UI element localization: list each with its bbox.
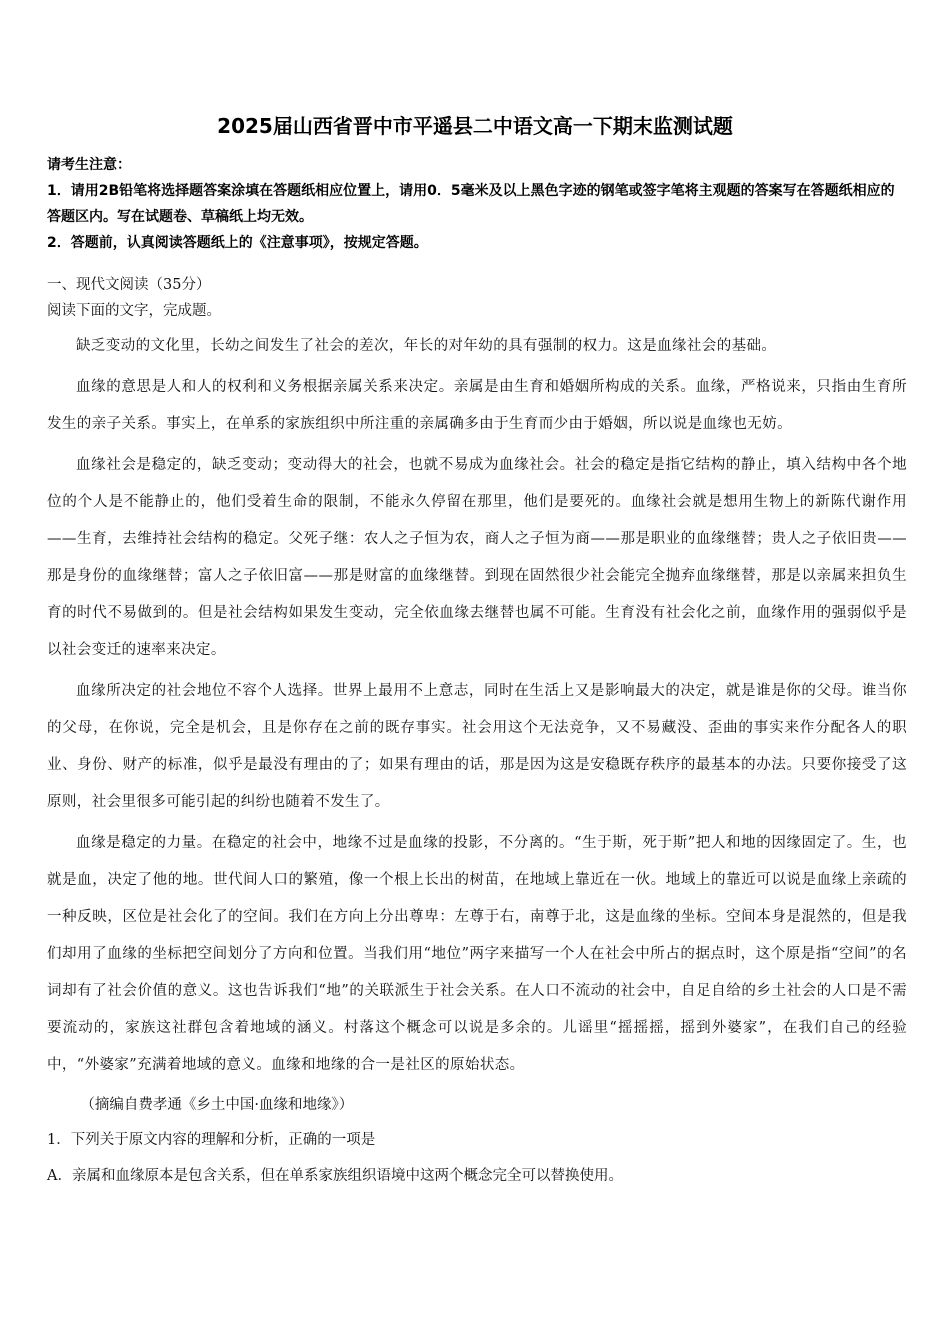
passage-paragraph-2: 血缘的意思是人和人的权利和义务根据亲属关系来决定。亲属是由生育和婚姻所构成的关系。血缘，严格说来，只指由生育所发生的亲子关系。事实上，在单系的家族组织中所注重的亲属确多由于生育而少由于婚姻，所以说是血缘也无妨。 [47,379,907,432]
passage-paragraph-3: 血缘社会是稳定的，缺乏变动；变动得大的社会，也就不易成为血缘社会。社会的稳定是指它结构的静止，填入结构中各个地位的个人是不能静止的，他们受着生命的限制，不能永久停留在那里，他们是要死的。血缘社会就是想用生物上的新陈代谢作用——生育，去维持社会结构的稳定。父死子继：农人之子恒为农，商人之子恒为商——那是职业的血缘继替；贵人之子依旧贵——那是身份的血缘继替；富人之子依旧富——那是财富的血缘继替。到现在固然很少社会能完全抛弃血缘继替，那是以亲属来担负生育的时代不易做到的。但是社会结构如果发生变动，完全依血缘去继替也属不可能。生育没有社会化之前，血缘作用的强弱似乎是以社会变迁的速率来决定。 [47,457,907,658]
reading-section [47,272,907,1194]
passage-paragraph-1: 缺乏变动的文化里，长幼之间发生了社会的差次，年长的对年幼的具有强制的权力。这是血缘社会的基础。 [76,338,777,354]
notice-heading: 请考生注意： [47,157,131,173]
passage-paragraph-4: 血缘所决定的社会地位不容个人选择。世界上最用不上意志，同时在生活上又是影响最大的决定，就是谁是你的父母。谁当你的父母，在你说，完全是机会，且是你存在之前的既存事实。社会用这个无法竞争，又不易藏没、歪曲的事实来作分配各人的职业、身份、财产的标准，似乎是最没有理由的了；如果有理由的话，那是因为这是安稳既存秩序的最基本的办法。只要你接受了这原则，社会里很多可能引起的纠纷也随着不发生了。 [47,683,907,810]
notice-item-2: 2．答题前，认真阅读答题纸上的《注意事项》，按规定答题。 [47,235,428,251]
notice-item-1: 1．请用2B铅笔将选择题答案涂填在答题纸相应位置上，请用0．5毫米及以上黑色字迹的钢笔或签字笔将主观题的答案写在答题纸相应的答题区内。写在试题卷、草稿纸上均无效。 [47,183,895,225]
passage-source: （摘编自费孝通《乡土中国·血缘和地缘》） [80,1097,354,1113]
notice-block [47,152,907,256]
section-heading: 一、现代文阅读（35分） [47,277,211,293]
question-stem: 1．下列关于原文内容的理解和分析，正确的一项是 [47,1132,376,1148]
document-title: 2025届山西省晋中市平遥县二中语文高一下期末监测试题 [217,114,733,138]
section-instruction: 阅读下面的文字，完成题。 [47,303,221,319]
passage-paragraph-5: 血缘是稳定的力量。在稳定的社会中，地缘不过是血缘的投影，不分离的。“生于斯，死于斯”把人和地的因缘固定了。生，也就是血，决定了他的地。世代间人口的繁殖，像一个根上长出的树苗，在地域上靠近在一伙。地域上的靠近可以说是血缘上亲疏的一种反映，区位是社会化了的空间。我们在方向上分出尊卑：左尊于右，南尊于北，这是血缘的坐标。空间本身是混然的，但是我们却用了血缘的坐标把空间划分了方向和位置。当我们用“地位”两字来描写一个人在社会中所占的据点时，这个原是指“空间”的名词却有了社会价值的意义。这也告诉我们“地”的关联派生于社会关系。在人口不流动的社会中，自足自给的乡土社会的人口是不需要流动的，家族这社群包含着地域的涵义。村落这个概念可以说是多余的。儿谣里“摇摇摇，摇到外婆家”，在我们自己的经验中，“外婆家”充满着地域的意义。血缘和地缘的合一是社区的原始状态。 [47,835,907,1073]
question-option-a: A．亲属和血缘原本是包含关系，但在单系家族组织语境中这两个概念完全可以替换使用。 [47,1168,623,1184]
